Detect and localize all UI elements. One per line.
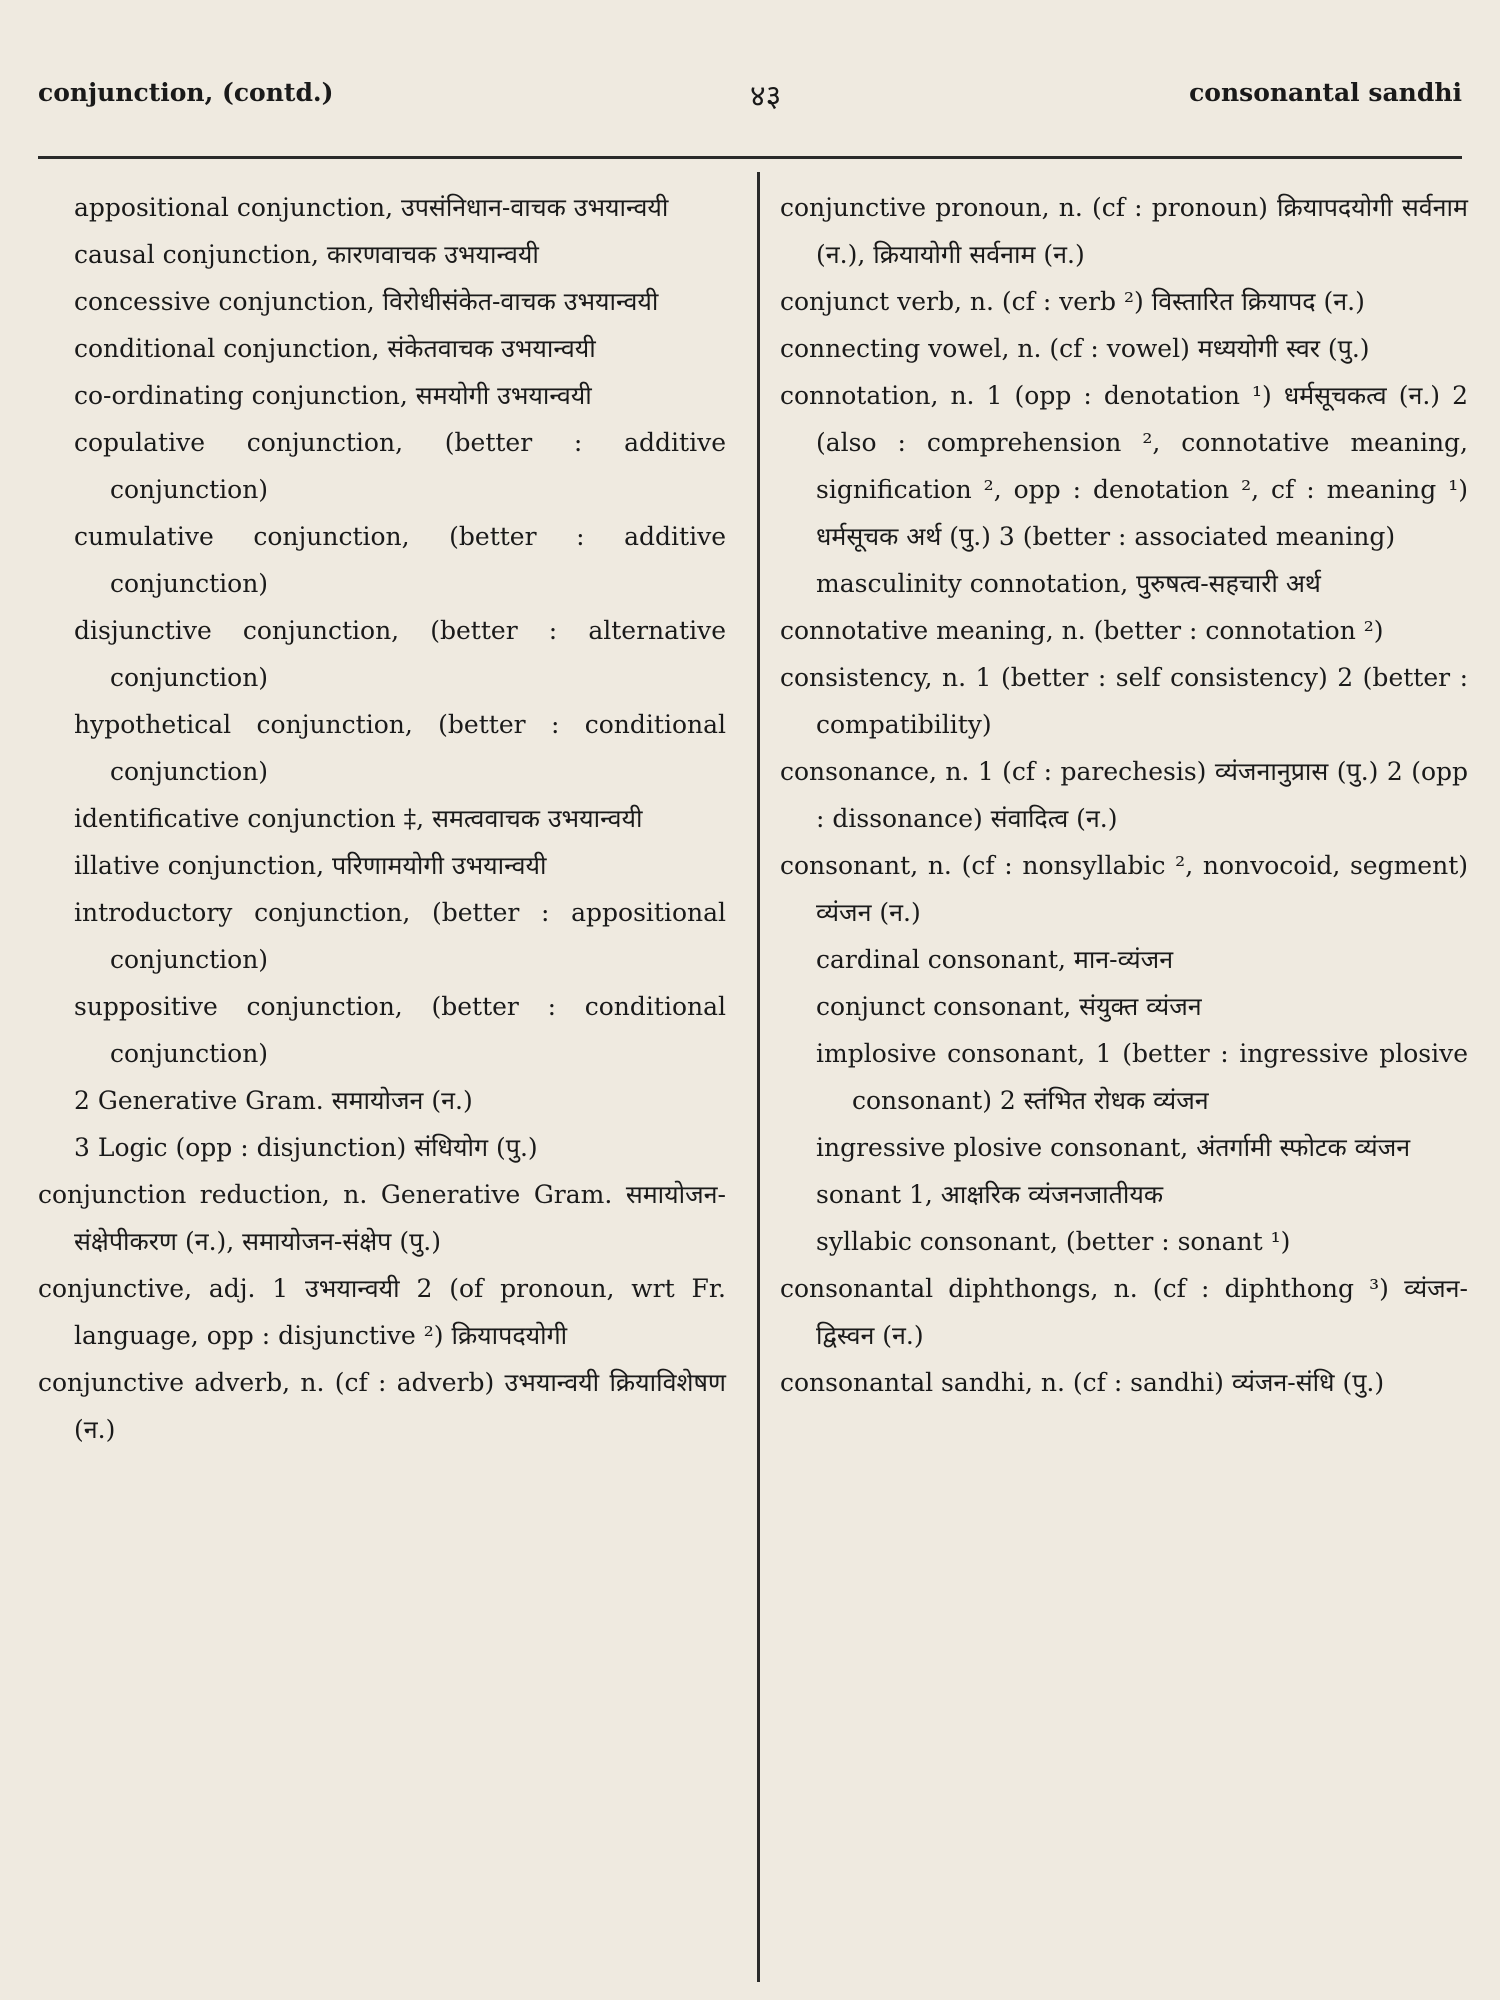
dictionary-entry: concessive conjunction, विरोधीसंकेत-वाचक उभयान्वयी <box>74 287 659 316</box>
dictionary-entry: suppositive conjunction, (better : conditional conjunction) <box>74 992 726 1068</box>
dictionary-entry: illative conjunction, परिणामयोगी उभयान्वयी <box>74 851 547 880</box>
dictionary-entry: syllabic consonant, (better : sonant ¹) <box>816 1227 1291 1256</box>
dictionary-entry: cumulative conjunction, (better : additive conjunction) <box>74 522 726 598</box>
dictionary-entry: consistency, n. 1 (better : self consistency) 2 (better : compatibility) <box>780 663 1468 739</box>
dictionary-entry: implosive consonant, 1 (better : ingressive plosive consonant) 2 स्तंभित रोधक व्यंजन <box>816 1039 1468 1115</box>
dictionary-entry: conjunct verb, n. (cf : verb ²) विस्तारित क्रियापद (न.) <box>780 287 1365 316</box>
header-left-guide-word: conjunction, (contd.) <box>38 78 334 107</box>
page-number: ४३ <box>750 79 782 114</box>
dictionary-entry: connotative meaning, n. (better : connotation ²) <box>780 616 1384 645</box>
column-divider <box>757 172 760 1982</box>
dictionary-entry: consonantal sandhi, n. (cf : sandhi) व्यंजन-संधि (पु.) <box>780 1368 1385 1397</box>
dictionary-entry: causal conjunction, कारणवाचक उभयान्वयी <box>74 240 539 269</box>
dictionary-entry: masculinity connotation, पुरुषत्व-सहचारी अर्थ <box>816 569 1321 598</box>
dictionary-entry: conditional conjunction, संकेतवाचक उभयान्वयी <box>74 334 596 363</box>
dictionary-entry: 3 Logic (opp : disjunction) संधियोग (पु.) <box>74 1133 538 1162</box>
dictionary-entry: identificative conjunction ‡, समत्ववाचक उभयान्वयी <box>74 804 643 833</box>
dictionary-entry: appositional conjunction, उपसंनिधान-वाचक उभयान्वयी <box>74 193 669 222</box>
dictionary-entry: conjunctive pronoun, n. (cf : pronoun) क्रियापदयोगी सर्वनाम (न.), क्रियायोगी सर्वनाम (न.) <box>780 193 1468 269</box>
dictionary-entry: co-ordinating conjunction, समयोगी उभयान्वयी <box>74 381 592 410</box>
dictionary-entry: connotation, n. 1 (opp : denotation ¹) धर्मसूचकत्व (न.) 2 (also : comprehension ², connotative meaning, signification ², opp : denotation ², cf : meaning ¹) धर्मसूचक अर्थ (पु.) 3 (better : associated meaning) <box>780 381 1468 551</box>
dictionary-entry: hypothetical conjunction, (better : conditional conjunction) <box>74 710 726 786</box>
dictionary-entry: conjunctive adverb, n. (cf : adverb) उभयान्वयी क्रियाविशेषण (न.) <box>38 1368 726 1444</box>
dictionary-entry: sonant 1, आक्षरिक व्यंजनजातीयक <box>816 1180 1164 1209</box>
dictionary-entry: copulative conjunction, (better : additive conjunction) <box>74 428 726 504</box>
dictionary-entry: connecting vowel, n. (cf : vowel) मध्ययोगी स्वर (पु.) <box>780 334 1370 363</box>
dictionary-entry: consonantal diphthongs, n. (cf : diphthong ³) व्यंजन-द्विस्वन (न.) <box>780 1274 1468 1350</box>
right-column <box>780 184 1468 1406</box>
dictionary-entry: conjunct consonant, संयुक्त व्यंजन <box>816 992 1202 1021</box>
dictionary-entry: introductory conjunction, (better : appositional conjunction) <box>74 898 726 974</box>
dictionary-entry: consonant, n. (cf : nonsyllabic ², nonvocoid, segment) व्यंजन (न.) <box>780 851 1468 927</box>
left-column <box>38 184 726 1453</box>
dictionary-entry: cardinal consonant, मान-व्यंजन <box>816 945 1174 974</box>
dictionary-entry: consonance, n. 1 (cf : parechesis) व्यंजनानुप्रास (पु.) 2 (opp : dissonance) संवादित्व (न.) <box>780 757 1468 833</box>
dictionary-entry: 2 Generative Gram. समायोजन (न.) <box>74 1086 473 1115</box>
dictionary-entry: disjunctive conjunction, (better : alternative conjunction) <box>74 616 726 692</box>
dictionary-entry: ingressive plosive consonant, अंतर्गामी स्फोटक व्यंजन <box>816 1133 1411 1162</box>
dictionary-entry: conjunctive, adj. 1 उभयान्वयी 2 (of pronoun, wrt Fr. language, opp : disjunctive ²) क्रियापदयोगी <box>38 1274 726 1350</box>
dictionary-entry: conjunction reduction, n. Generative Gram. समायोजन-संक्षेपीकरण (न.), समायोजन-संक्षेप (पु.) <box>38 1180 726 1256</box>
header-rule <box>38 156 1462 159</box>
running-header <box>38 78 1462 122</box>
header-right-guide-word: consonantal sandhi <box>1189 78 1462 107</box>
